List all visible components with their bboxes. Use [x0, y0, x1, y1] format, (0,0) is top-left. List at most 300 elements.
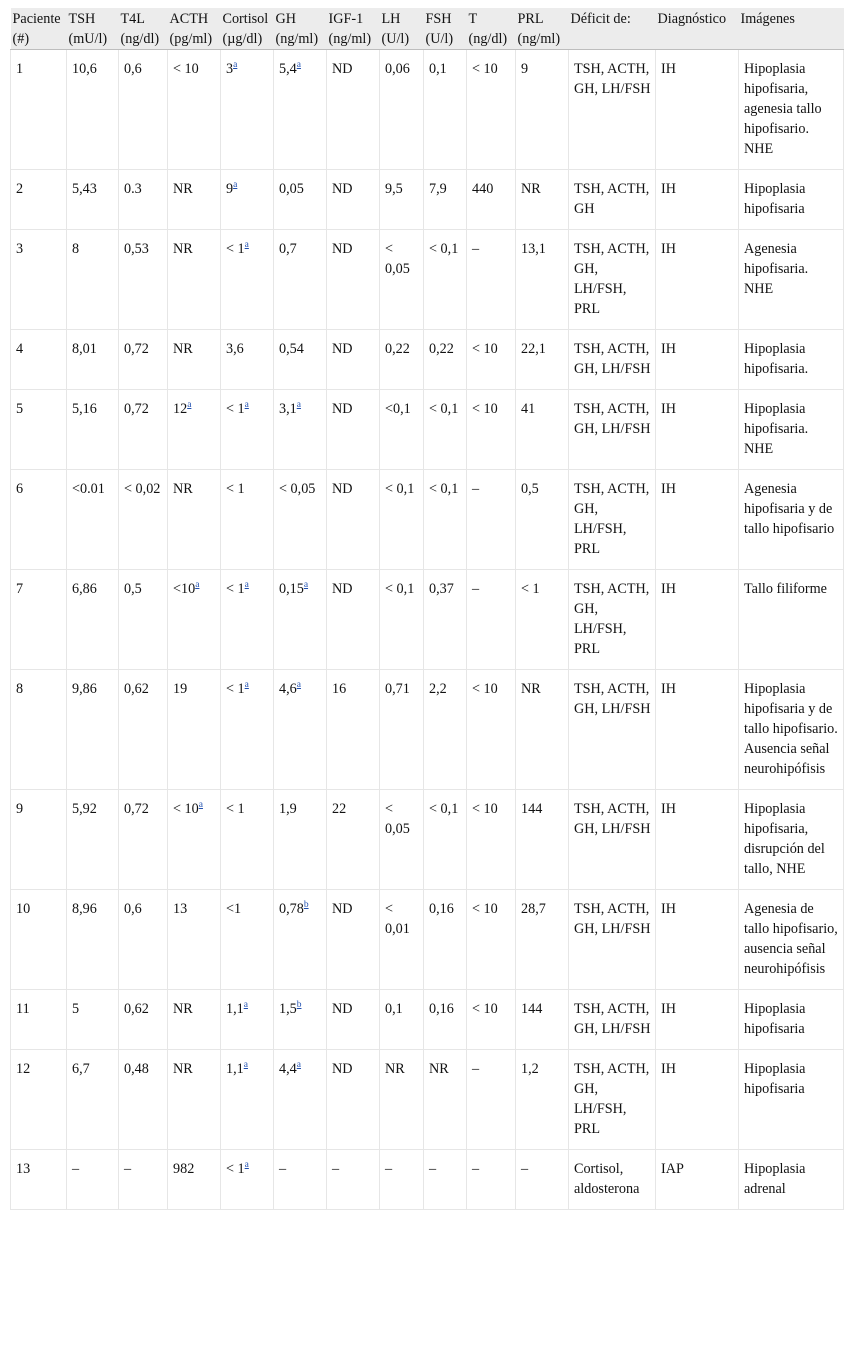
- cell-value: 8,96: [72, 901, 97, 917]
- table-cell: [168, 50, 221, 170]
- footnote-link[interactable]: a: [296, 1060, 301, 1071]
- column-header: [467, 8, 516, 50]
- table-cell: [424, 990, 467, 1050]
- table-cell: [168, 890, 221, 990]
- table-cell: [11, 170, 67, 230]
- table-cell: [424, 470, 467, 570]
- table-cell: [516, 570, 569, 670]
- cell-value: 0,62: [124, 1001, 149, 1017]
- header-row: [11, 8, 844, 50]
- cell-value: 0,72: [124, 341, 149, 357]
- cell-value: 11: [16, 1001, 30, 1017]
- table-cell: [656, 330, 739, 390]
- cell-value: 6,7: [72, 1061, 90, 1077]
- cell-value: 144: [521, 801, 543, 817]
- table-cell: [467, 790, 516, 890]
- cell-value: < 10: [472, 61, 498, 77]
- cell-value: –: [472, 1061, 480, 1077]
- table-cell: [11, 230, 67, 330]
- cell-value: 13: [173, 901, 188, 917]
- cell-value: NR: [429, 1061, 449, 1077]
- table-cell: [327, 1150, 380, 1210]
- table-cell: [569, 170, 656, 230]
- table-cell: [380, 50, 424, 170]
- cell-value: NR: [521, 181, 541, 197]
- table-cell: [569, 670, 656, 790]
- table-cell: [327, 330, 380, 390]
- cell-value: 982: [173, 1161, 195, 1177]
- cell-value: –: [472, 241, 480, 257]
- table-cell: [119, 390, 168, 470]
- cell-value: 0,54: [279, 341, 304, 357]
- cell-value: TSH, ACTH, GH, LH/FSH: [574, 341, 651, 377]
- table-cell: [516, 170, 569, 230]
- column-header-unit: (ng/ml): [275, 31, 319, 47]
- table-cell: [380, 670, 424, 790]
- table-row: [11, 790, 844, 890]
- cell-value: 0,22: [429, 341, 454, 357]
- cell-value: Cortisol, aldosterona: [574, 1161, 640, 1197]
- cell-value: <0,1: [385, 401, 411, 417]
- cell-value: NR: [173, 1061, 193, 1077]
- table-cell: [380, 1050, 424, 1150]
- footnote-link[interactable]: a: [244, 680, 249, 691]
- footnote-link[interactable]: a: [244, 400, 249, 411]
- column-header-label: PRL: [517, 11, 544, 27]
- column-header-unit: (ng/ml): [517, 31, 561, 47]
- table-cell: [467, 330, 516, 390]
- cell-value: < 1: [226, 801, 245, 817]
- cell-value: Hipoplasia hipofisaria: [744, 1001, 806, 1037]
- table-cell: [11, 1150, 67, 1210]
- cell-value: Agenesia hipofisaria. NHE: [744, 241, 809, 297]
- footnote-link[interactable]: b: [303, 900, 309, 911]
- table-cell: [221, 470, 274, 570]
- table-cell: [67, 990, 119, 1050]
- cell-value: TSH, ACTH, GH, LH/FSH: [574, 61, 651, 97]
- table-cell: [516, 390, 569, 470]
- cell-value: 9,5: [385, 181, 403, 197]
- table-cell: [380, 230, 424, 330]
- cell-value: –: [472, 1161, 480, 1177]
- cell-value: 0.3: [124, 181, 142, 197]
- cell-value: < 0,05: [385, 241, 410, 277]
- table-cell: [516, 50, 569, 170]
- table-cell: [656, 570, 739, 670]
- cell-value: < 10: [472, 341, 498, 357]
- cell-value: ND: [332, 181, 353, 197]
- cell-value: 5,43: [72, 181, 97, 197]
- cell-value: ND: [332, 341, 353, 357]
- cell-value: Hipoplasia hipofisaria y de tallo hipofisario. Ausencia señal neurohipófisis: [744, 681, 838, 777]
- cell-value: 8: [16, 681, 24, 697]
- table-cell: [467, 1150, 516, 1210]
- column-header: [327, 8, 380, 50]
- footnote-link[interactable]: a: [243, 1000, 248, 1011]
- cell-value: 13,1: [521, 241, 546, 257]
- cell-value: 7: [16, 581, 24, 597]
- cell-value: 5: [16, 401, 24, 417]
- cell-value: < 1: [226, 241, 245, 257]
- footnote-link[interactable]: a: [296, 680, 301, 691]
- table-cell: [327, 1050, 380, 1150]
- table-cell: [67, 330, 119, 390]
- table-cell: [739, 570, 844, 670]
- cell-value: ND: [332, 481, 353, 497]
- column-header-label: GH: [275, 11, 296, 27]
- table-cell: [11, 50, 67, 170]
- cell-value: 0,53: [124, 241, 149, 257]
- table-cell: [739, 330, 844, 390]
- cell-value: –: [72, 1161, 80, 1177]
- footnote-link[interactable]: b: [296, 1000, 302, 1011]
- table-cell: [739, 1050, 844, 1150]
- cell-value: 7,9: [429, 181, 447, 197]
- table-row: [11, 170, 844, 230]
- column-header: [380, 8, 424, 50]
- cell-value: 12: [16, 1061, 31, 1077]
- table-cell: [739, 890, 844, 990]
- cell-value: IAP: [661, 1161, 684, 1177]
- cell-value: 10,6: [72, 61, 97, 77]
- table-row: [11, 230, 844, 330]
- table-cell: [516, 790, 569, 890]
- table-cell: [516, 230, 569, 330]
- table-cell: [424, 1150, 467, 1210]
- cell-value: 0,7: [279, 241, 297, 257]
- footnote-link[interactable]: a: [303, 580, 309, 591]
- cell-value: ND: [332, 401, 353, 417]
- cell-value: Hipoplasia hipofisaria: [744, 1061, 806, 1097]
- column-header-label: Déficit de:: [570, 11, 631, 27]
- table-cell: [739, 790, 844, 890]
- table-cell: [569, 570, 656, 670]
- cell-value: Tallo filiforme: [744, 581, 827, 597]
- table-cell: [380, 790, 424, 890]
- column-header: [67, 8, 119, 50]
- cell-value: 4,4: [279, 1061, 297, 1077]
- table-cell: [739, 670, 844, 790]
- table-cell: [168, 990, 221, 1050]
- table-cell: [739, 990, 844, 1050]
- table-cell: [67, 890, 119, 990]
- table-cell: [168, 1050, 221, 1150]
- table-cell: [168, 570, 221, 670]
- cell-value: IH: [661, 1001, 676, 1017]
- footnote-link[interactable]: a: [187, 400, 192, 411]
- column-header-unit: (U/l): [425, 31, 454, 47]
- cell-value: 5,4: [279, 61, 297, 77]
- cell-value: 0,6: [124, 61, 142, 77]
- table-cell: [656, 670, 739, 790]
- column-header: [739, 8, 844, 50]
- cell-value: –: [124, 1161, 132, 1177]
- column-header-label: TSH: [68, 11, 96, 27]
- cell-value: 0,71: [385, 681, 410, 697]
- column-header-unit: (#): [12, 31, 30, 47]
- footnote-link[interactable]: a: [244, 580, 249, 591]
- table-cell: [739, 470, 844, 570]
- cell-value: IH: [661, 481, 676, 497]
- cell-value: < 1: [226, 401, 245, 417]
- table-cell: [656, 50, 739, 170]
- table-cell: [424, 390, 467, 470]
- table-cell: [380, 390, 424, 470]
- table-cell: [569, 890, 656, 990]
- cell-value: ND: [332, 901, 353, 917]
- column-header-label: IGF-1: [328, 11, 364, 27]
- table-cell: [119, 570, 168, 670]
- table-cell: [274, 790, 327, 890]
- table-cell: [424, 890, 467, 990]
- table-cell: [168, 790, 221, 890]
- cell-value: 0,5: [124, 581, 142, 597]
- table-cell: [516, 330, 569, 390]
- cell-value: TSH, ACTH, GH, LH/FSH, PRL: [574, 1061, 650, 1137]
- table-cell: [274, 670, 327, 790]
- footnote-link[interactable]: a: [244, 1160, 249, 1171]
- table-cell: [119, 230, 168, 330]
- cell-value: < 10: [472, 801, 498, 817]
- footnote-link[interactable]: a: [195, 580, 200, 591]
- table-cell: [739, 390, 844, 470]
- cell-value: TSH, ACTH, GH, LH/FSH: [574, 1001, 651, 1037]
- cell-value: < 0,1: [385, 581, 415, 597]
- table-cell: [380, 330, 424, 390]
- table-cell: [67, 1050, 119, 1150]
- table-cell: [67, 170, 119, 230]
- cell-value: 0,6: [124, 901, 142, 917]
- cell-value: 28,7: [521, 901, 546, 917]
- cell-value: 0,72: [124, 801, 149, 817]
- table-cell: [119, 50, 168, 170]
- cell-value: < 0,05: [279, 481, 316, 497]
- table-row: [11, 390, 844, 470]
- table-cell: [424, 170, 467, 230]
- table-cell: [467, 390, 516, 470]
- cell-value: –: [521, 1161, 529, 1177]
- cell-value: <0.01: [72, 481, 105, 497]
- table-container: [10, 8, 843, 1210]
- cell-value: 0,37: [429, 581, 454, 597]
- table-cell: [119, 470, 168, 570]
- cell-value: 4: [16, 341, 24, 357]
- cell-value: 0,5: [521, 481, 539, 497]
- cell-value: 3,6: [226, 341, 244, 357]
- table-cell: [119, 170, 168, 230]
- table-cell: [67, 470, 119, 570]
- cell-value: NR: [173, 341, 193, 357]
- table-cell: [424, 330, 467, 390]
- cell-value: NR: [173, 241, 193, 257]
- cell-value: Hipoplasia hipofisaria, disrupción del tallo, NHE: [744, 801, 825, 877]
- table-cell: [119, 1050, 168, 1150]
- cell-value: 10: [16, 901, 31, 917]
- table-cell: [467, 670, 516, 790]
- cell-value: 1,2: [521, 1061, 539, 1077]
- table-cell: [11, 1050, 67, 1150]
- cell-value: 0,16: [429, 1001, 454, 1017]
- cell-value: TSH, ACTH, GH, LH/FSH, PRL: [574, 241, 650, 317]
- cell-value: 8: [72, 241, 80, 257]
- table-cell: [467, 230, 516, 330]
- table-cell: [467, 990, 516, 1050]
- table-cell: [467, 890, 516, 990]
- table-cell: [119, 790, 168, 890]
- cell-value: Hipoplasia hipofisaria. NHE: [744, 401, 809, 457]
- cell-value: Hipoplasia hipofisaria: [744, 181, 806, 217]
- cell-value: 6,86: [72, 581, 97, 597]
- cell-value: IH: [661, 681, 676, 697]
- cell-value: 13: [16, 1161, 31, 1177]
- footnote-link[interactable]: a: [244, 240, 249, 251]
- table-cell: [221, 990, 274, 1050]
- table-cell: [274, 1150, 327, 1210]
- column-header: [11, 8, 67, 50]
- cell-value: < 10: [173, 61, 199, 77]
- table-cell: [424, 670, 467, 790]
- cell-value: ND: [332, 241, 353, 257]
- cell-value: 3: [226, 61, 234, 77]
- cell-value: ND: [332, 1001, 353, 1017]
- table-header: [11, 8, 844, 50]
- cell-value: 12: [173, 401, 188, 417]
- table-cell: [327, 670, 380, 790]
- cell-value: < 0,1: [429, 401, 459, 417]
- cell-value: IH: [661, 181, 676, 197]
- table-cell: [516, 990, 569, 1050]
- column-header-unit: (mU/l): [68, 31, 108, 47]
- cell-value: 1,5: [279, 1001, 297, 1017]
- cell-value: 1,9: [279, 801, 297, 817]
- footnote-link[interactable]: a: [233, 60, 238, 71]
- table-cell: [380, 1150, 424, 1210]
- table-cell: [424, 1050, 467, 1150]
- table-cell: [656, 470, 739, 570]
- table-cell: [11, 470, 67, 570]
- table-cell: [327, 390, 380, 470]
- cell-value: Agenesia de tallo hipofisario, ausencia señal neurohipófisis: [744, 901, 838, 977]
- table-cell: [119, 330, 168, 390]
- cell-value: Hipoplasia adrenal: [744, 1161, 806, 1197]
- table-cell: [274, 390, 327, 470]
- table-cell: [67, 230, 119, 330]
- table-cell: [380, 890, 424, 990]
- cell-value: < 0,1: [385, 481, 415, 497]
- footnote-link[interactable]: a: [296, 60, 301, 71]
- cell-value: < 10: [472, 1001, 498, 1017]
- cell-value: 9: [16, 801, 24, 817]
- cell-value: 4,6: [279, 681, 297, 697]
- table-cell: [274, 50, 327, 170]
- footnote-link[interactable]: a: [296, 400, 301, 411]
- cell-value: 0,72: [124, 401, 149, 417]
- table-cell: [569, 330, 656, 390]
- table-cell: [168, 390, 221, 470]
- cell-value: 9: [521, 61, 529, 77]
- cell-value: TSH, ACTH, GH, LH/FSH, PRL: [574, 581, 650, 657]
- cell-value: IH: [661, 581, 676, 597]
- footnote-link[interactable]: a: [233, 180, 238, 191]
- table-cell: [656, 890, 739, 990]
- column-header-label: Imágenes: [740, 11, 795, 27]
- table-row: [11, 890, 844, 990]
- cell-value: 2,2: [429, 681, 447, 697]
- table-cell: [569, 1150, 656, 1210]
- column-header-label: Paciente: [12, 11, 61, 27]
- cell-value: 16: [332, 681, 347, 697]
- cell-value: 9: [226, 181, 234, 197]
- cell-value: < 0,1: [429, 801, 459, 817]
- table-cell: [274, 330, 327, 390]
- table-cell: [656, 170, 739, 230]
- table-cell: [119, 890, 168, 990]
- table-cell: [327, 570, 380, 670]
- cell-value: TSH, ACTH, GH, LH/FSH: [574, 901, 651, 937]
- table-cell: [516, 470, 569, 570]
- table-cell: [168, 1150, 221, 1210]
- table-cell: [656, 1150, 739, 1210]
- table-row: [11, 670, 844, 790]
- column-header: [221, 8, 274, 50]
- table-cell: [67, 790, 119, 890]
- cell-value: < 10: [472, 401, 498, 417]
- table-cell: [380, 170, 424, 230]
- cell-value: IH: [661, 401, 676, 417]
- table-cell: [168, 670, 221, 790]
- table-cell: [569, 390, 656, 470]
- cell-value: < 0,1: [429, 481, 459, 497]
- cell-value: Agenesia hipofisaria y de tallo hipofisario: [744, 481, 835, 537]
- cell-value: 144: [521, 1001, 543, 1017]
- table-cell: [656, 230, 739, 330]
- footnote-link[interactable]: a: [198, 800, 203, 811]
- footnote-link[interactable]: a: [243, 1060, 248, 1071]
- table-cell: [221, 670, 274, 790]
- column-header-label: FSH: [425, 11, 452, 27]
- cell-value: < 10: [173, 801, 199, 817]
- cell-value: < 0,05: [385, 801, 410, 837]
- table-cell: [569, 990, 656, 1050]
- cell-value: 2: [16, 181, 24, 197]
- table-row: [11, 330, 844, 390]
- cell-value: –: [279, 1161, 287, 1177]
- table-cell: [168, 170, 221, 230]
- table-cell: [467, 1050, 516, 1150]
- cell-value: ND: [332, 581, 353, 597]
- table-cell: [424, 570, 467, 670]
- table-cell: [569, 230, 656, 330]
- table-cell: [656, 790, 739, 890]
- cell-value: –: [385, 1161, 393, 1177]
- cell-value: 5,16: [72, 401, 97, 417]
- table-cell: [516, 1150, 569, 1210]
- cell-value: IH: [661, 1061, 676, 1077]
- table-cell: [11, 990, 67, 1050]
- table-cell: [221, 170, 274, 230]
- table-cell: [221, 1150, 274, 1210]
- table-cell: [739, 230, 844, 330]
- table-cell: [221, 890, 274, 990]
- cell-value: 0,1: [429, 61, 447, 77]
- cell-value: 5,92: [72, 801, 97, 817]
- column-header-unit: (µg/dl): [222, 31, 263, 47]
- cell-value: 440: [472, 181, 494, 197]
- table-row: [11, 50, 844, 170]
- table-cell: [274, 890, 327, 990]
- cell-value: 22: [332, 801, 347, 817]
- column-header: [424, 8, 467, 50]
